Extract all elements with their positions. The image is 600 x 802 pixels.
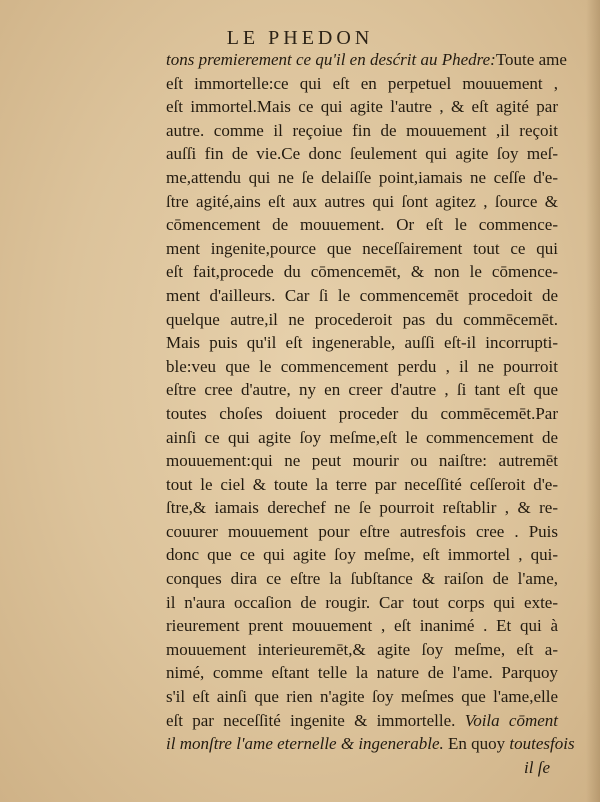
text-line xyxy=(166,190,558,214)
line-segment: Toute ame xyxy=(495,50,567,69)
text-line xyxy=(166,331,558,355)
text-line xyxy=(166,48,567,72)
line-segment: En quoy xyxy=(443,734,510,754)
text-line xyxy=(166,426,558,450)
text-line xyxy=(166,260,558,284)
text-line xyxy=(166,567,558,591)
line-segment: autre. comme il reçoiue fin de mouuement ,il reçoit xyxy=(166,120,558,140)
line-segment: s'il eſt ainſi que rien n'agite ſoy meſmes que l'ame,elle xyxy=(166,687,558,707)
line-segment: rieurement prent mouuement , eſt inanimé . Et qui à xyxy=(166,616,558,636)
text-line xyxy=(166,732,575,756)
text-line xyxy=(166,543,558,567)
text-line xyxy=(166,402,558,426)
text-line xyxy=(166,213,558,237)
text-line xyxy=(166,496,558,520)
text-line xyxy=(166,685,558,709)
text-line xyxy=(166,237,558,261)
text-line xyxy=(166,378,558,402)
line-segment: ment d'ailleurs. Car ſi le commencemēt procedoit de xyxy=(166,285,558,305)
line-segment: mouuement:qui ne peut mourir ou naiſtre: autremēt xyxy=(166,451,558,471)
running-head: LE PHEDON xyxy=(226,27,374,49)
text-line xyxy=(166,661,558,685)
line-segment: ainſi ce qui agite ſoy meſme,eſt le commencement de xyxy=(166,427,558,447)
line-segment: il ſe xyxy=(524,757,550,777)
text-line xyxy=(166,591,558,615)
line-segment: mouuement interieuremēt,& agite ſoy meſme, eſt a- xyxy=(166,639,558,659)
line-segment: eſt immortel.Mais ce qui agite l'autre , & eſt agité par xyxy=(166,97,558,117)
line-segment: cōmencement de mouuement. Or eſt le commence- xyxy=(166,215,558,235)
line-segment: tons premierement ce qu'il en desćrit au Phedre: xyxy=(166,50,496,69)
text-line xyxy=(166,638,558,662)
line-segment: ſtre agité,ains eſt aux autres qui ſont agitez , ſource & xyxy=(166,191,558,211)
line-segment: eſtre cree d'autre, ny en creer d'autre , ſi tant eſt que xyxy=(166,380,558,400)
line-segment: toutes choſes doiuent proceder du commēcemēt.Par xyxy=(166,403,558,423)
line-segment: eſt fait,procede du cōmencemēt, & non le cōmence- xyxy=(166,262,558,282)
text-line xyxy=(166,614,558,638)
line-segment: ble:veu que le commencement perdu , il ne pourroit xyxy=(166,356,558,376)
text-line xyxy=(166,142,558,166)
line-segment: Voila cōment xyxy=(464,710,558,730)
line-segment: donc que ce qui agite ſoy meſme, eſt immortel , qui- xyxy=(166,545,558,565)
text-line xyxy=(166,308,558,332)
line-segment: eſt par neceſſité ingenite & immortelle. xyxy=(166,710,465,730)
line-segment: toutesfois xyxy=(509,734,575,754)
line-segment: me,attendu qui ne ſe delaiſſe point,iamais ne ceſſe d'e- xyxy=(166,167,558,187)
text-line xyxy=(166,95,558,119)
line-segment: il monſtre l'ame eternelle & ingenerable. xyxy=(166,734,444,754)
catchword xyxy=(166,756,558,780)
line-segment: eſt immortelle:ce qui eſt en perpetuel mouuement , xyxy=(166,73,558,93)
text-line xyxy=(166,709,558,733)
text-line xyxy=(166,166,558,190)
line-segment: il n'aura occaſion de rougir. Car tout corps qui exte- xyxy=(166,592,558,612)
text-line xyxy=(166,473,558,497)
text-block xyxy=(166,48,575,779)
line-segment: auſſi fin de vie.Ce donc ſeulement qui agite ſoy meſ- xyxy=(166,144,558,164)
line-segment: ſtre,& iamais derechef ne ſe pourroit reſtablir , & re- xyxy=(166,498,558,518)
line-segment: Mais puis qu'il eſt ingenerable, auſſi eſt-il incorrupti- xyxy=(166,333,558,353)
line-segment: conques dira ce eſtre la ſubſtance & raiſon de l'ame, xyxy=(166,569,558,589)
text-line xyxy=(166,72,558,96)
line-segment: couurer mouuement pour eſtre autresfois cree . Puis xyxy=(166,521,558,541)
line-segment: ment ingenite,pource que neceſſairement tout ce qui xyxy=(166,238,558,258)
text-line xyxy=(166,355,558,379)
text-line xyxy=(166,119,558,143)
line-segment: quelque autre,il ne procederoit pas du commēcemēt. xyxy=(166,309,558,329)
line-segment: tout le ciel & toute la terre par neceſſité ceſſeroit d'e- xyxy=(166,474,558,494)
text-line xyxy=(166,520,558,544)
line-segment: nimé, comme eſtant telle la nature de l'ame. Parquoy xyxy=(166,663,558,683)
text-line xyxy=(166,284,558,308)
text-line xyxy=(166,449,558,473)
